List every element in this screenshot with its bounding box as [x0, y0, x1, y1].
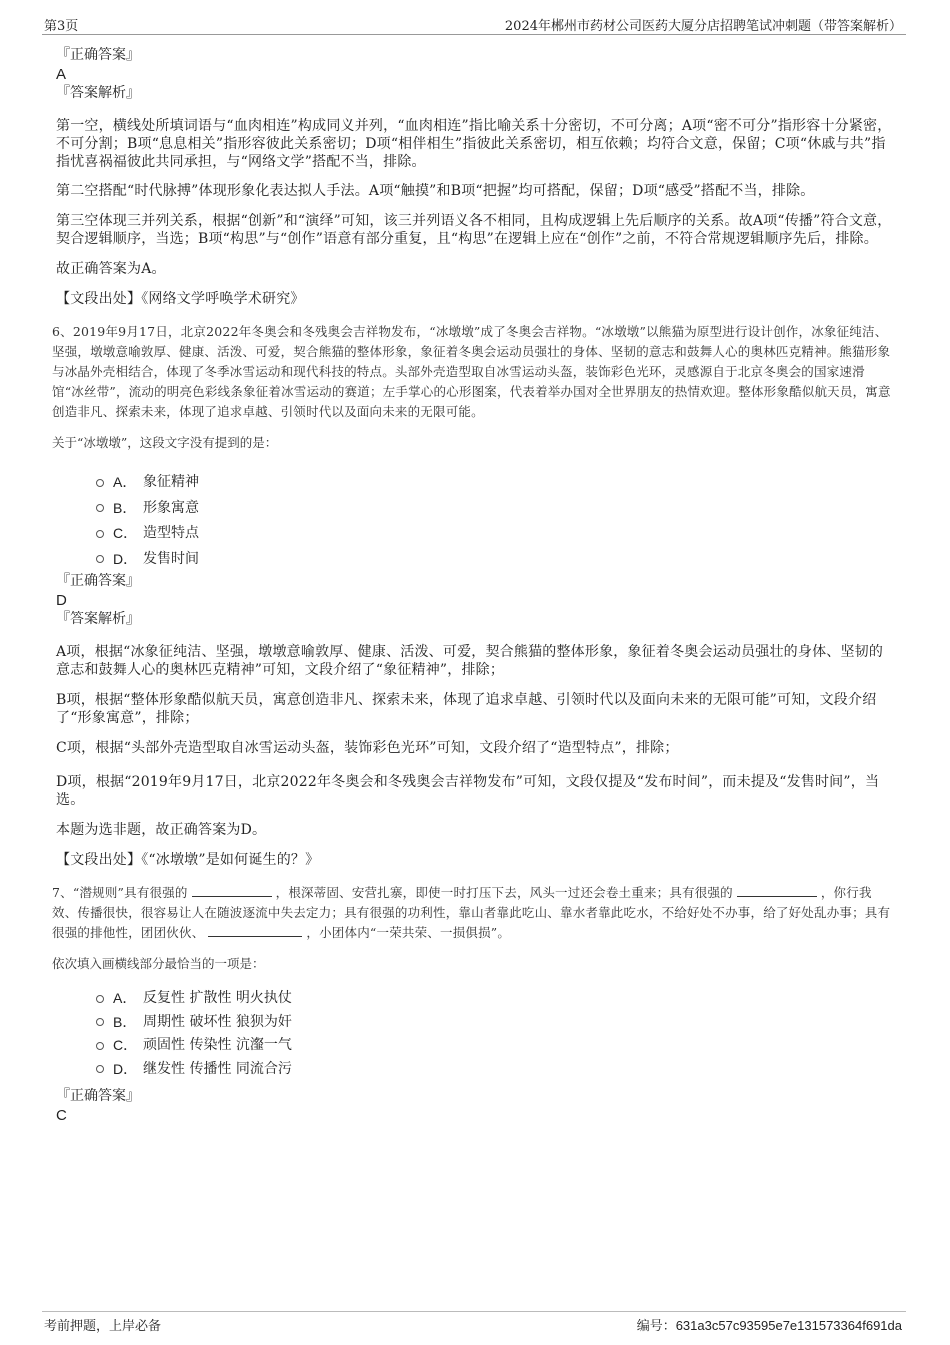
- option-a[interactable]: A． 象征精神: [96, 470, 894, 496]
- answer-value: A: [56, 66, 67, 83]
- analysis-paragraph: 第二空搭配“时代脉搏”体现形象化表达拟人手法。A项“触摸”和B项“把握”均可搭配，保留；D项“感受”搭配不当，排除。: [56, 183, 815, 199]
- option-c[interactable]: C． 造型特点: [96, 521, 894, 547]
- answer-label: 『正确答案』: [56, 47, 140, 63]
- radio-icon[interactable]: [96, 1042, 104, 1050]
- analysis-paragraph: D项，根据“2019年9月17日，北京2022年冬奥会和冬残奥会吉祥物发布”可知，文段仅提及“发布时间”，而未提及“发售时间”，当选。: [56, 774, 880, 808]
- fill-blank-2: [737, 884, 817, 897]
- question-6-text: 6、2019年9月17日，北京2022年冬奥会和冬残奥会吉祥物发布，“冰墩墩”成了冬奥会吉祥物。“冰墩墩”以熊猫为原型进行设计创作，冰象征纯洁、坚强，墩墩意喻敦厚、健康、活泼、可爱，契合熊猫的整体形象，象征着冬奥会运动员强壮的身体、坚韧的意志和鼓舞人心的奥林匹克精神。熊猫形象与冰晶外壳相结合，体现了冬季冰雪运动和现代科技的特点。头部外壳造型取自冰雪运动头盔，装饰彩色光环，灵感源自于北京冬奥会的国家速滑馆“冰丝带”，流动的明亮色彩线条象征着冰雪运动的赛道；左手掌心的心形图案，代表着举办国对全世界朋友的热情欢迎。整体形象酷似航天员，寓意创造非凡、探索未来，体现了追求卓越、引领时代以及面向未来的无限可能。: [52, 324, 891, 419]
- page-header: [42, 14, 906, 35]
- option-c[interactable]: C． 顽固性 传染性 沆瀣一气: [96, 1034, 894, 1058]
- question-6-options: [96, 470, 894, 572]
- fill-blank-3: [208, 924, 302, 937]
- page-footer: [42, 1311, 906, 1332]
- answer-label: 『正确答案』: [56, 1088, 140, 1104]
- radio-icon[interactable]: [96, 479, 104, 487]
- radio-icon[interactable]: [96, 555, 104, 563]
- option-d[interactable]: D． 继发性 传播性 同流合污: [96, 1058, 894, 1082]
- analysis-paragraph: 本题为选非题，故正确答案为D。: [56, 822, 267, 838]
- question-7-options: [96, 987, 894, 1081]
- page-number: 第3页: [44, 19, 79, 34]
- analysis-paragraph: A项，根据“冰象征纯洁、坚强，墩墩意喻敦厚、健康、活泼、可爱，契合熊猫的整体形象，象征着冬奥会运动员强壮的身体、坚韧的意志和鼓舞人心的奥林匹克精神”可知，文段介绍了“象征精神”，排除；: [56, 644, 884, 678]
- source-citation: 【文段出处】《“冰墩墩”是如何诞生的？》: [56, 852, 320, 868]
- option-b[interactable]: B． 形象寓意: [96, 496, 894, 522]
- answer-value: C: [56, 1107, 67, 1124]
- analysis-paragraph: 第一空，横线处所填词语与“血肉相连”构成同义并列，“血肉相连”指比喻关系十分密切，不可分离；A项“密不可分”指形容十分紧密，不可分割；B项“息息相关”指形容彼此关系密切；D项“相伴相生”指彼此关系密切，相互依赖；均符合文意，保留；C项“休戚与共”指指忧喜祸福彼此共同承担，与“网络文学”搭配不当，排除。: [56, 118, 892, 170]
- document-body: [52, 46, 894, 1125]
- analysis-label: 『答案解析』: [56, 611, 140, 627]
- footer-slogan: 考前押题，上岸必备: [44, 1319, 162, 1334]
- question-7-prompt: 依次填入画横线部分最恰当的一项是：: [52, 956, 265, 971]
- radio-icon[interactable]: [96, 1065, 104, 1073]
- radio-icon[interactable]: [96, 530, 104, 538]
- question-6-prompt: 关于“冰墩墩”，这段文字没有提到的是：: [52, 435, 278, 450]
- source-citation: 【文段出处】《网络文学呼唤学术研究》: [56, 291, 305, 307]
- option-b[interactable]: B． 周期性 破坏性 狼狈为奸: [96, 1011, 894, 1035]
- document-code: 编号：631a3c57c93595e7e131573364f691da: [636, 1318, 902, 1333]
- option-d[interactable]: D． 发售时间: [96, 547, 894, 573]
- option-a[interactable]: A． 反复性 扩散性 明火执仗: [96, 987, 894, 1011]
- radio-icon[interactable]: [96, 504, 104, 512]
- question-7-text: 7、“潜规则”具有很强的 ，根深蒂固、安营扎寨，即使一时打压下去，风头一过还会卷土重来；具有很强的 ，你行我效、传播很快，很容易让人在随波逐流中失去定力；具有很强的功利性，靠山者靠此吃山、靠水者靠此吃水，不给好处不办事，给了好处乱办事；具有很强的排他性，团团伙伙、 ，小团体内“一荣共荣、一损俱损”。: [52, 885, 891, 940]
- analysis-paragraph: C项，根据“头部外壳造型取自冰雪运动头盔，装饰彩色光环”可知，文段介绍了“造型特点”，排除；: [56, 740, 679, 756]
- radio-icon[interactable]: [96, 1018, 104, 1026]
- analysis-paragraph: 故正确答案为A。: [56, 261, 166, 277]
- fill-blank-1: [192, 884, 272, 897]
- analysis-paragraph: 第三空体现三并列关系，根据“创新”和“演绎”可知，该三并列语义各不相同，且构成逻辑上先后顺序的关系。故A项“传播”符合文意，契合逻辑顺序，当选；B项“构思”与“创作”语意有部分重复，且“构思”在逻辑上应在“创作”之前，不符合常规逻辑顺序先后，排除。: [56, 213, 892, 247]
- document-title: 2024年郴州市药材公司医药大厦分店招聘笔试冲刺题（带答案解析）: [504, 19, 902, 34]
- answer-label: 『正确答案』: [56, 573, 140, 589]
- analysis-label: 『答案解析』: [56, 85, 140, 101]
- analysis-paragraph: B项，根据“整体形象酷似航天员，寓意创造非凡、探索未来，体现了追求卓越、引领时代以及面向未来的无限可能”可知，文段介绍了“形象寓意”，排除；: [56, 692, 877, 726]
- answer-value: D: [56, 592, 67, 609]
- radio-icon[interactable]: [96, 995, 104, 1003]
